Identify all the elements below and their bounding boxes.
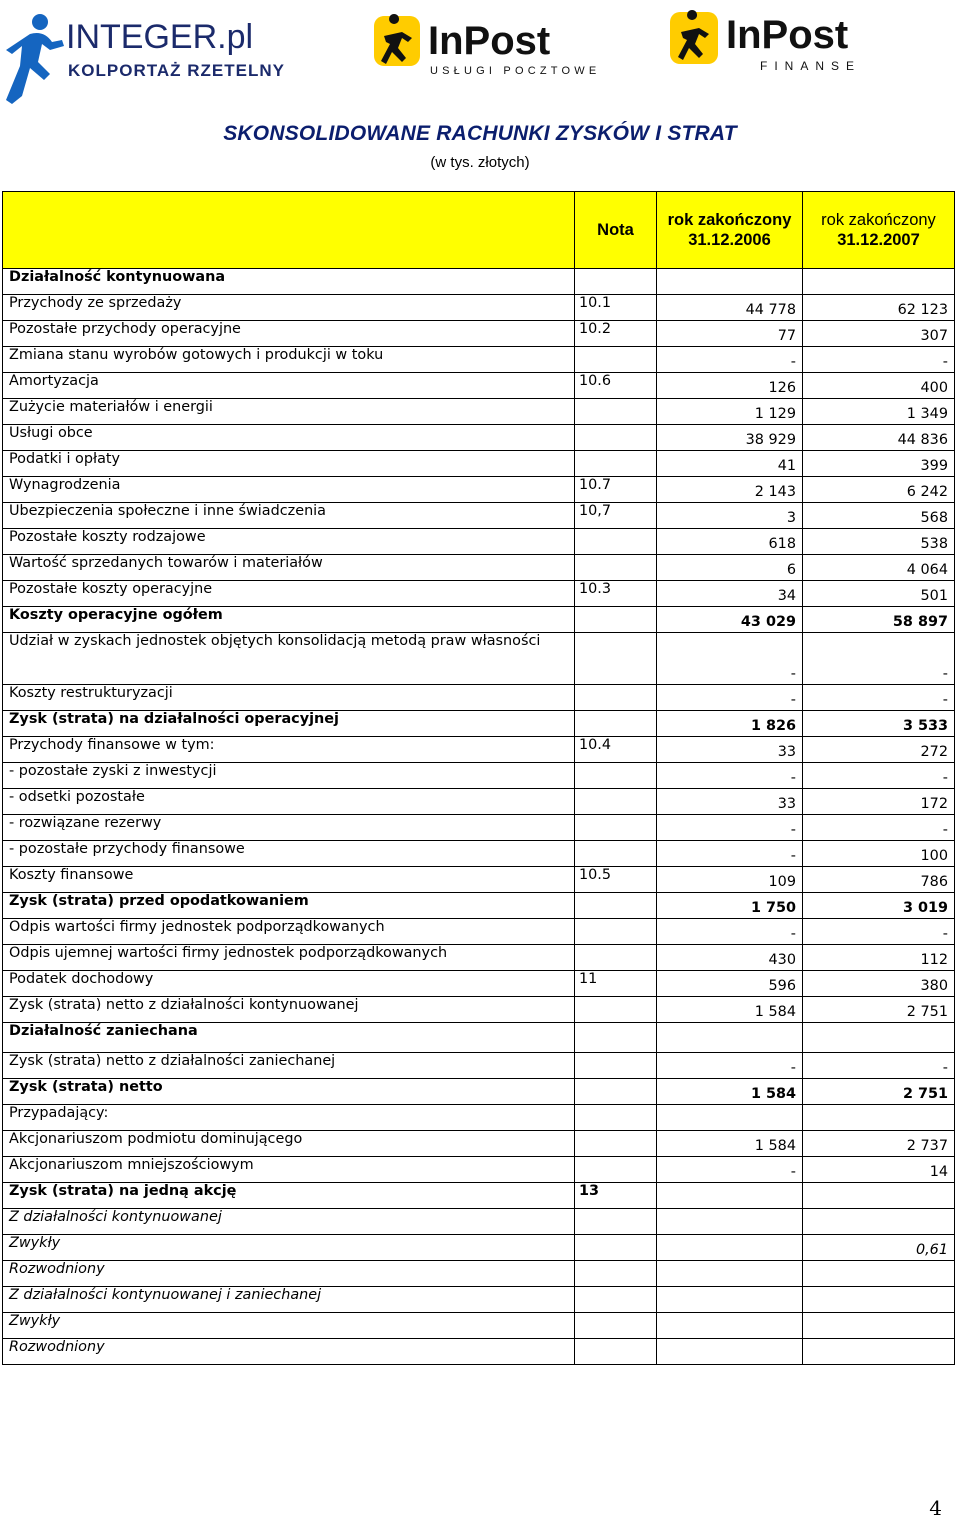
table-row [3, 529, 955, 555]
row-note: 10.1 [575, 295, 657, 321]
row-value-2007 [803, 1023, 955, 1053]
row-value-2006 [657, 1313, 803, 1339]
row-value-2006: 34 [657, 581, 803, 607]
row-value-2007: 786 [803, 867, 955, 893]
row-value-2006: - [657, 633, 803, 685]
row-label: Zysk (strata) na jedną akcję [3, 1183, 575, 1209]
table-row [3, 555, 955, 581]
row-label: - pozostałe przychody finansowe [3, 841, 575, 867]
row-label: Pozostałe koszty rodzajowe [3, 529, 575, 555]
row-value-2006: 77 [657, 321, 803, 347]
row-value-2006: 44 778 [657, 295, 803, 321]
header-2007-line1: rok zakończony [821, 211, 936, 229]
row-value-2006: 38 929 [657, 425, 803, 451]
row-value-2007: 3 533 [803, 711, 955, 737]
table-row [3, 867, 955, 893]
row-value-2006: - [657, 919, 803, 945]
table-row [3, 633, 955, 685]
row-value-2006: 596 [657, 971, 803, 997]
row-value-2007 [803, 1105, 955, 1131]
row-value-2007 [803, 269, 955, 295]
row-value-2007: 6 242 [803, 477, 955, 503]
row-value-2006: - [657, 815, 803, 841]
row-label: Z działalności kontynuowanej i zaniechanej [3, 1287, 575, 1313]
table-row [3, 425, 955, 451]
row-note [575, 711, 657, 737]
table-row [3, 477, 955, 503]
integer-figure-icon [6, 14, 64, 104]
row-note [575, 841, 657, 867]
row-note: 10.6 [575, 373, 657, 399]
row-note [575, 1023, 657, 1053]
row-note: 10.7 [575, 477, 657, 503]
row-note [575, 1235, 657, 1261]
page-number: 4 [929, 1496, 942, 1520]
integer-tagline-text: KOLPORTAŻ RZETELNY [68, 61, 285, 80]
row-note: 10.5 [575, 867, 657, 893]
header-note: Nota [575, 192, 657, 269]
row-label: Działalność zaniechana [3, 1023, 575, 1053]
row-value-2006: 1 826 [657, 711, 803, 737]
row-note [575, 529, 657, 555]
row-note [575, 1079, 657, 1105]
row-value-2007: - [803, 633, 955, 685]
row-label: Usługi obce [3, 425, 575, 451]
row-note [575, 919, 657, 945]
row-value-2006: 1 584 [657, 1131, 803, 1157]
table-row [3, 399, 955, 425]
row-note [575, 789, 657, 815]
table-row [3, 503, 955, 529]
row-value-2007: 2 737 [803, 1131, 955, 1157]
income-statement-table [2, 191, 955, 1365]
row-value-2007: - [803, 815, 955, 841]
table-row [3, 685, 955, 711]
inpost-finanse-tagline-text: FINANSE [760, 59, 862, 73]
row-label: Akcjonariuszom mniejszościowym [3, 1157, 575, 1183]
row-note [575, 1261, 657, 1287]
row-value-2006 [657, 1235, 803, 1261]
table-row [3, 997, 955, 1023]
row-note [575, 347, 657, 373]
row-label: Odpis wartości firmy jednostek podporządkowanych [3, 919, 575, 945]
inpost-finanse-logo [664, 4, 930, 78]
row-label: - pozostałe zyski z inwestycji [3, 763, 575, 789]
row-value-2006: 109 [657, 867, 803, 893]
row-note [575, 1313, 657, 1339]
row-value-2006: 1 584 [657, 997, 803, 1023]
row-label: Zwykły [3, 1235, 575, 1261]
inpost-finanse-brand-text: InPost [726, 13, 849, 57]
inpost-logo [372, 14, 634, 78]
row-value-2007: 100 [803, 841, 955, 867]
row-label: Zmiana stanu wyrobów gotowych i produkcji w toku [3, 347, 575, 373]
row-label: Zysk (strata) na działalności operacyjnej [3, 711, 575, 737]
integer-logo [0, 4, 340, 112]
row-value-2007: 568 [803, 503, 955, 529]
row-label: Podatek dochodowy [3, 971, 575, 997]
row-note [575, 1131, 657, 1157]
row-value-2007: 172 [803, 789, 955, 815]
table-row [3, 1023, 955, 1053]
row-value-2007 [803, 1287, 955, 1313]
table-header-row [3, 192, 955, 269]
row-value-2007: 4 064 [803, 555, 955, 581]
row-label: Zużycie materiałów i energii [3, 399, 575, 425]
table-row [3, 971, 955, 997]
row-value-2006: 3 [657, 503, 803, 529]
row-value-2007: 44 836 [803, 425, 955, 451]
row-value-2007 [803, 1339, 955, 1365]
row-note [575, 945, 657, 971]
row-value-2006: 1 129 [657, 399, 803, 425]
row-value-2007: 2 751 [803, 1079, 955, 1105]
table-row [3, 945, 955, 971]
table-row [3, 373, 955, 399]
table-row [3, 1261, 955, 1287]
row-value-2006 [657, 1209, 803, 1235]
row-note: 11 [575, 971, 657, 997]
row-value-2006: - [657, 1053, 803, 1079]
row-value-2007: 0,61 [803, 1235, 955, 1261]
table-row [3, 1287, 955, 1313]
inpost-brand-text: InPost [428, 19, 551, 63]
table-row [3, 347, 955, 373]
row-value-2006: 43 029 [657, 607, 803, 633]
header-2006: rok zakończony 31.12.2006 [657, 192, 803, 269]
header-2007 [803, 192, 955, 269]
table-row [3, 1235, 955, 1261]
table-row [3, 1079, 955, 1105]
row-label: Akcjonariuszom podmiotu dominującego [3, 1131, 575, 1157]
row-value-2006: - [657, 763, 803, 789]
row-value-2006 [657, 1183, 803, 1209]
row-label: Koszty operacyjne ogółem [3, 607, 575, 633]
page-subtitle: (w tys. złotych) [430, 154, 530, 171]
header-logos [0, 0, 960, 112]
row-label: Podatki i opłaty [3, 451, 575, 477]
row-label: Zysk (strata) przed opodatkowaniem [3, 893, 575, 919]
row-label: - rozwiązane rezerwy [3, 815, 575, 841]
row-value-2006: 2 143 [657, 477, 803, 503]
row-value-2007: 1 349 [803, 399, 955, 425]
row-value-2006: - [657, 841, 803, 867]
row-value-2006 [657, 1105, 803, 1131]
row-value-2006: 33 [657, 789, 803, 815]
header-label-cell [3, 192, 575, 269]
row-label: Odpis ujemnej wartości firmy jednostek podporządkowanych [3, 945, 575, 971]
row-value-2007 [803, 1313, 955, 1339]
row-value-2007: 272 [803, 737, 955, 763]
table-row [3, 711, 955, 737]
row-value-2007: 58 897 [803, 607, 955, 633]
row-value-2007: 380 [803, 971, 955, 997]
row-label: Z działalności kontynuowanej [3, 1209, 575, 1235]
row-note [575, 451, 657, 477]
row-note: 10,7 [575, 503, 657, 529]
row-label: Przychody finansowe w tym: [3, 737, 575, 763]
row-value-2007: 14 [803, 1157, 955, 1183]
integer-brand-text: INTEGER.pl [66, 18, 254, 56]
row-value-2006 [657, 1261, 803, 1287]
table-row [3, 1053, 955, 1079]
table-row [3, 919, 955, 945]
row-value-2006: 126 [657, 373, 803, 399]
row-label: Wynagrodzenia [3, 477, 575, 503]
row-value-2007: 2 751 [803, 997, 955, 1023]
row-label: Działalność kontynuowana [3, 269, 575, 295]
row-note [575, 633, 657, 685]
row-value-2007: 400 [803, 373, 955, 399]
table-row [3, 1131, 955, 1157]
row-note [575, 997, 657, 1023]
table-row [3, 763, 955, 789]
row-value-2007: 112 [803, 945, 955, 971]
row-value-2006: 618 [657, 529, 803, 555]
row-note: 10.2 [575, 321, 657, 347]
table-row [3, 269, 955, 295]
row-note [575, 685, 657, 711]
row-note [575, 269, 657, 295]
row-label: Amortyzacja [3, 373, 575, 399]
row-value-2006: 430 [657, 945, 803, 971]
row-note [575, 1157, 657, 1183]
row-label: Pozostałe przychody operacyjne [3, 321, 575, 347]
row-value-2006 [657, 1287, 803, 1313]
row-value-2007: 399 [803, 451, 955, 477]
table-row [3, 893, 955, 919]
row-note [575, 1287, 657, 1313]
row-value-2007 [803, 1209, 955, 1235]
table-row [3, 841, 955, 867]
row-value-2007: - [803, 347, 955, 373]
row-note [575, 1339, 657, 1365]
row-label: Koszty restrukturyzacji [3, 685, 575, 711]
row-value-2007: 501 [803, 581, 955, 607]
row-note [575, 1105, 657, 1131]
row-label: Wartość sprzedanych towarów i materiałów [3, 555, 575, 581]
row-label: - odsetki pozostałe [3, 789, 575, 815]
row-value-2006: 6 [657, 555, 803, 581]
header-2007-line2: 31.12.2007 [837, 231, 920, 249]
row-value-2006 [657, 1339, 803, 1365]
row-value-2006: 41 [657, 451, 803, 477]
row-note [575, 1209, 657, 1235]
row-note [575, 399, 657, 425]
table-row [3, 451, 955, 477]
table-row [3, 1183, 955, 1209]
table-row [3, 581, 955, 607]
row-label: Przychody ze sprzedaży [3, 295, 575, 321]
row-label: Przypadający: [3, 1105, 575, 1131]
row-value-2006: 1 584 [657, 1079, 803, 1105]
row-label: Ubezpieczenia społeczne i inne świadczenia [3, 503, 575, 529]
table-row [3, 295, 955, 321]
row-value-2006 [657, 269, 803, 295]
row-value-2006: 33 [657, 737, 803, 763]
table-row [3, 789, 955, 815]
row-value-2007: 62 123 [803, 295, 955, 321]
row-note [575, 815, 657, 841]
table-row [3, 1339, 955, 1365]
row-value-2006 [657, 1023, 803, 1053]
table-row [3, 607, 955, 633]
row-label: Zwykły [3, 1313, 575, 1339]
row-label: Koszty finansowe [3, 867, 575, 893]
row-note: 10.3 [575, 581, 657, 607]
row-note [575, 607, 657, 633]
row-value-2007 [803, 1261, 955, 1287]
row-value-2007: - [803, 685, 955, 711]
row-value-2007: - [803, 763, 955, 789]
table-row [3, 1105, 955, 1131]
row-value-2006: - [657, 1157, 803, 1183]
row-label: Pozostałe koszty operacyjne [3, 581, 575, 607]
row-label: Zysk (strata) netto z działalności kontynuowanej [3, 997, 575, 1023]
row-note: 10.4 [575, 737, 657, 763]
table-row [3, 1157, 955, 1183]
row-note: 13 [575, 1183, 657, 1209]
row-value-2007: - [803, 919, 955, 945]
row-note [575, 763, 657, 789]
row-value-2006: 1 750 [657, 893, 803, 919]
row-note [575, 893, 657, 919]
table-row [3, 737, 955, 763]
row-label: Udział w zyskach jednostek objętych konsolidacją metodą praw własności [3, 633, 575, 685]
row-note [575, 425, 657, 451]
row-value-2007: 3 019 [803, 893, 955, 919]
inpost-tagline-text: USŁUGI POCZTOWE [430, 65, 601, 77]
table-row [3, 815, 955, 841]
row-label: Rozwodniony [3, 1261, 575, 1287]
row-value-2007: 538 [803, 529, 955, 555]
row-note [575, 555, 657, 581]
row-label: Zysk (strata) netto [3, 1079, 575, 1105]
row-note [575, 1053, 657, 1079]
row-value-2007 [803, 1183, 955, 1209]
table-row [3, 321, 955, 347]
row-value-2007: 307 [803, 321, 955, 347]
row-label: Rozwodniony [3, 1339, 575, 1365]
table-row [3, 1209, 955, 1235]
page-title: SKONSOLIDOWANE RACHUNKI ZYSKÓW I STRAT [223, 122, 737, 145]
row-value-2006: - [657, 347, 803, 373]
table-row [3, 1313, 955, 1339]
row-value-2007: - [803, 1053, 955, 1079]
row-label: Zysk (strata) netto z działalności zaniechanej [3, 1053, 575, 1079]
table-body [3, 269, 955, 1365]
row-value-2006: - [657, 685, 803, 711]
